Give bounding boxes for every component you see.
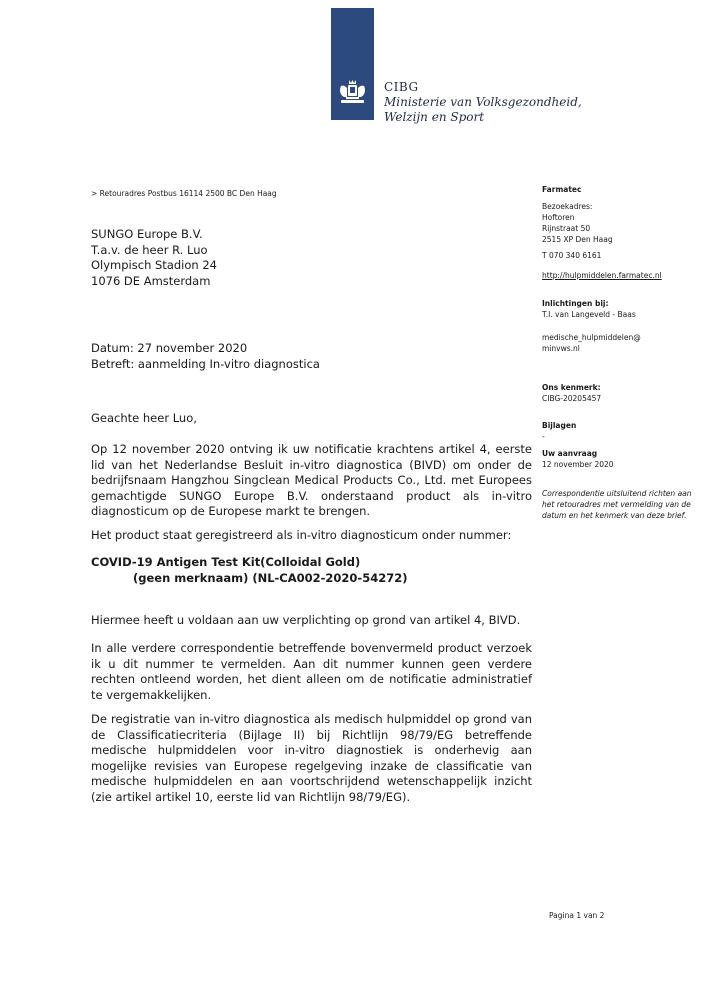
sidebar-visit-address — [542, 201, 702, 245]
sidebar-department — [542, 184, 702, 195]
sidebar-note-wrap — [542, 488, 702, 521]
department-name: Farmatec — [542, 185, 582, 194]
sidebar-contact — [542, 298, 702, 320]
paragraph-notification: Op 12 november 2020 ontving ik uw notificatie krachtens artikel 4, eerste lid van het Nederlandse Besluit in-vitro diagnostica (BIVD) om onder de bedrijfsnaam Hangzhou Singclean Medical Products Co., Ltd. met Europees gemachtigde SUNGO Europe B.V. onderstaand product als in-vitro diagnosticum op de Europese markt te brengen. — [91, 442, 532, 518]
recipient-street: Olympisch Stadion 24 — [91, 258, 217, 272]
sidebar-website — [542, 270, 702, 281]
product-name: COVID-19 Antigen Test Kit(Colloidal Gold) — [91, 555, 361, 569]
visit-address-building: Hoftoren — [542, 213, 575, 222]
product-number: (geen merknaam) (NL-CA002-2020-54272) — [133, 570, 408, 585]
sidebar-phone: T 070 340 6161 — [542, 251, 602, 260]
attachments-label: Bijlagen — [542, 421, 577, 430]
page-number: Pagina 1 van 2 — [549, 911, 605, 920]
organization-name — [384, 80, 582, 125]
request-label: Uw aanvraag — [542, 449, 598, 458]
paragraph-classification: De registratie van in-vitro diagnostica als medisch hulpmiddel op grond van de Classificatiecriteria (Bijlage II) bij Richtlijn 98/79/EG betreffende medische hulpmiddelen voor in-vitro diagnostiek is onderhevig aan mogelijke revisies van Europese regelgeving inzake de classificatie van medische hulpmiddelen en aan voortschrijdend wetenschappelijk inzicht (zie artikel artikel 10, eerste lid van Richtlijn 98/79/EG). — [91, 712, 532, 804]
ministry-name-line1: Ministerie van Volksgezondheid, — [384, 95, 582, 109]
visit-address-label: Bezoekadres: — [542, 202, 593, 211]
sidebar-attachments — [542, 420, 702, 442]
contact-name: T.I. van Langeveld - Baas — [542, 310, 636, 319]
product-registration — [91, 555, 407, 586]
visit-address-city: 2515 XP Den Haag — [542, 235, 613, 244]
letter-subject: Betreft: aanmelding In-vitro diagnostica — [91, 356, 320, 371]
paragraph-registration: Het product staat geregistreerd als in-vitro diagnosticum onder nummer: — [91, 528, 512, 542]
reference-label: Ons kenmerk: — [542, 383, 601, 392]
sidebar-email — [542, 332, 702, 354]
website-link[interactable]: http://hulpmiddelen.farmatec.nl — [542, 271, 662, 280]
logo-bar — [331, 8, 374, 120]
sidebar-reference — [542, 382, 702, 404]
contact-label: Inlichtingen bij: — [542, 299, 609, 308]
recipient-company: SUNGO Europe B.V. — [91, 227, 203, 241]
ministry-name-line2: Welzijn en Sport — [384, 110, 485, 124]
paragraph-correspondence: In alle verdere correspondentie betreffende bovenvermeld product verzoek ik u dit nummer te vermelden. Aan dit nummer kunnen geen verdere rechten ontleend worden, het dient alleen om de notificatie administratief te vergemakkelijken. — [91, 641, 532, 702]
attachments-value: - — [542, 432, 545, 441]
visit-address-street: Rijnstraat 50 — [542, 224, 591, 233]
reference-value: CIBG-20205457 — [542, 394, 602, 403]
salutation: Geachte heer Luo, — [91, 411, 197, 425]
paragraph-obligation: Hiermee heeft u voldaan aan uw verplichting op grond van artikel 4, BIVD. — [91, 613, 521, 627]
recipient-postcode-city: 1076 DE Amsterdam — [91, 273, 211, 288]
coat-of-arms-icon — [337, 78, 368, 106]
letter-meta — [91, 341, 320, 372]
request-date: 12 november 2020 — [542, 460, 614, 469]
recipient-attention: T.a.v. de heer R. Luo — [91, 242, 208, 257]
letter-date: Datum: 27 november 2020 — [91, 341, 248, 355]
sidebar-request — [542, 448, 702, 470]
recipient-address — [91, 227, 217, 289]
correspondence-note: Correspondentie uitsluitend richten aan het retouradres met vermelding van de datum en het kenmerk van deze brief. — [542, 489, 692, 520]
email-line2: minvws.nl — [542, 344, 580, 353]
return-address: > Retouradres Postbus 16114 2500 BC Den Haag — [91, 189, 277, 198]
org-abbreviation: CIBG — [384, 80, 419, 94]
email-line1: medische_hulpmiddelen@ — [542, 333, 641, 342]
